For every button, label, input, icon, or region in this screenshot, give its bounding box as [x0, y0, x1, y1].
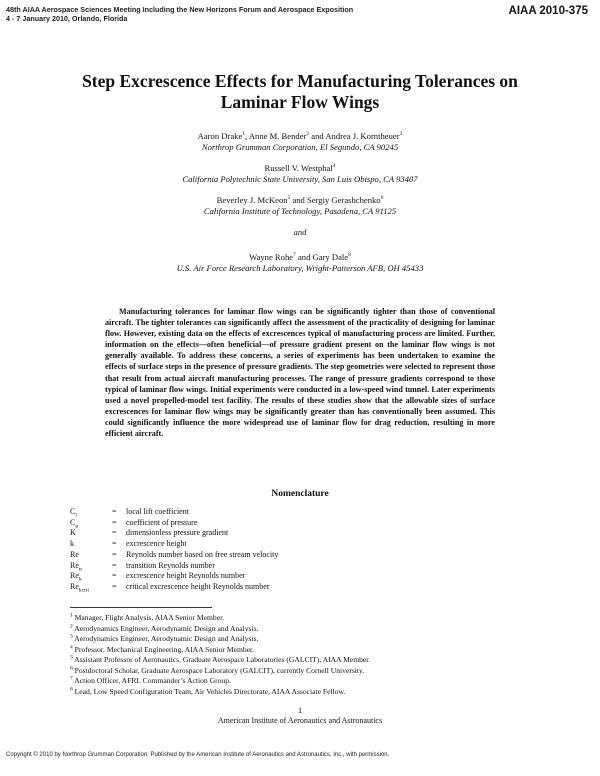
author-names: [60, 195, 540, 206]
nomenclature-row: [70, 528, 278, 539]
author-name: and Andrea J. Korntheuer: [309, 131, 400, 141]
equals-sign: =: [112, 581, 117, 591]
author-group-4: [60, 252, 540, 274]
author-name: Wayne Rohe: [249, 252, 294, 262]
definition: excrescence height: [126, 539, 187, 549]
footnote: $^2$ Aerodynamics Engineer, Aerodynamic Design and Analysis.: [70, 622, 259, 633]
footnote: $^5$ Assistant Professor of Aeronautics, Graduate Aerospace Laboratories (GALCIT), AIAA Member.: [70, 654, 371, 664]
affiliation: U.S. Air Force Research Laboratory, Wright-Patterson AFB, OH 45433: [176, 263, 424, 273]
symbol: $C_l$: [70, 507, 77, 519]
footnote: $^8$ Lead, Low Speed Configuration Team, Air Vehicles Directorate, AIAA Associate Fellow.: [70, 685, 346, 696]
footnote: $^4$ Professor, Mechanical Engineering, AIAA Senior Member.: [70, 643, 255, 654]
publisher-name: American Institute of Aeronautics and Astronautics: [217, 716, 383, 725]
footnote: $^3$ Aerodynamics Engineer, Aerodynamic Design and Analysis.: [70, 633, 259, 643]
definition: Reynolds number based on free stream velocity: [126, 549, 279, 559]
conference-header: [6, 5, 353, 23]
symbol: $Re_{tr}$: [70, 560, 83, 573]
nomenclature-row: [70, 561, 278, 572]
nomenclature-row: [70, 507, 278, 518]
affiliation: California Institute of Technology, Pasadena, CA 91125: [203, 206, 397, 216]
author-group-2: [60, 163, 540, 185]
symbol: $Re_k$: [70, 571, 82, 583]
conference-date-location: 4 - 7 January 2010, Orlando, Florida: [6, 14, 128, 23]
symbol: $C_p$: [70, 517, 79, 530]
footnotes: [70, 613, 540, 697]
footnote-marker: 6: [380, 195, 384, 202]
author-names: [60, 163, 540, 174]
symbol: Re: [70, 549, 79, 559]
author-group-3: [60, 195, 540, 217]
equals-sign: =: [112, 549, 117, 559]
nomenclature-row: [70, 539, 278, 550]
definition: excrescence height Reynolds number: [126, 571, 246, 581]
equals-sign: =: [112, 539, 117, 549]
abstract: Manufacturing tolerances for laminar flow wings can be significantly tighter than those of conventional aircraft. The tighter tolerances can significantly affect the assessment of the practicality of designing for laminar flow. However, existing data on the effects of excrescences typical of manufacturing process are limited. Further, information on the effects—often beneficial—of pressure gradient present on the laminar flow wings is not generally available. To address these concerns, a series of experiments has been undertaken to examine the effects of surface steps in the presence of pressure gradients. The step geometries were selected to represent those that result from actual aircraft manufacturing processes. The range of pressure gradients correspond to those typical of laminar flow wings. Initial experiments were conducted in a low-speed wind tunnel. Later experiments used a novel propelled-model test facility. The results of these studies show that the allowable sizes of surface excrescences for laminar flow wings may be significantly greater than has conventionally been assumed. This could significantly influence the more widespread use of laminar flow for drag reduction, resulting in more efficient aircraft.: [105, 307, 495, 439]
paper-id: AIAA 2010-375: [508, 5, 588, 17]
nomenclature-list: [70, 507, 278, 593]
definition: critical excrescence height Reynolds number: [126, 581, 270, 591]
definition: local lift coefficient: [126, 507, 189, 516]
paper-title-line-1: Step Excrescence Effects for Manufacturing Tolerances on: [82, 71, 518, 91]
equals-sign: =: [112, 517, 117, 527]
author-name: , Anne M. Bender: [245, 131, 307, 141]
definition: dimensionless pressure gradient: [126, 528, 229, 538]
conference-name: 48th AIAA Aerospace Sciences Meeting Including the New Horizons Forum and Aerospace Exposition: [6, 5, 354, 14]
footnote-marker: 3: [399, 131, 403, 138]
nomenclature-row: [70, 571, 278, 582]
footnote-marker: 5: [287, 195, 291, 202]
author-names: [60, 252, 540, 263]
nomenclature-heading: Nomenclature: [271, 489, 329, 499]
author-conjunction: and: [293, 227, 307, 237]
footnote-marker: 1: [242, 131, 246, 138]
footnote: $^1$ Manager, Flight Analysis, AIAA Senior Member.: [70, 612, 225, 622]
page-number: 1: [298, 706, 302, 715]
symbol: k: [70, 539, 74, 549]
definition: coefficient of pressure: [126, 517, 198, 527]
copyright-notice: Copyright © 2010 by Northrop Grumman Corporation. Published by the American Institute of Aeronautics and Astronautics, Inc., with permission.: [6, 752, 390, 758]
author-group-1: [60, 131, 540, 153]
footnote-marker: 4: [332, 163, 336, 170]
author-name: Beverley J. McKeon: [216, 195, 288, 205]
author-names: [60, 131, 540, 142]
footnote-marker: 7: [293, 252, 296, 259]
symbol: $Re_{kcrit}$: [70, 581, 89, 594]
page-footer: [0, 706, 600, 726]
definition: transition Reynolds number: [126, 560, 215, 570]
footnote-divider: [70, 607, 212, 608]
symbol: K: [70, 528, 76, 538]
footnote-marker: 8: [348, 252, 351, 259]
nomenclature-row: [70, 518, 278, 529]
affiliation: California Polytechnic State University, San Luis Obispo, CA 93407: [182, 174, 418, 184]
affiliation: Northrop Grumman Corporation, El Segundo, CA 90245: [201, 142, 399, 152]
author-name: and Gary Dale: [295, 252, 349, 262]
equals-sign: =: [112, 507, 117, 516]
author-name: Aaron Drake: [197, 131, 243, 141]
footnote: $^6$ Postdoctoral Scholar, Graduate Aerospace Laboratory (GALCIT), currently Cornell University.: [70, 664, 365, 675]
author-name: and Sergiy Gerashchenko: [290, 195, 381, 205]
nomenclature-row: [70, 582, 278, 593]
footnote-marker: 2: [306, 131, 310, 138]
footnote: $^7$ Action Officer, AFRL Commander’s Action Group.: [70, 675, 231, 685]
nomenclature-row: [70, 550, 278, 561]
equals-sign: =: [112, 571, 117, 581]
paper-title-line-2: Laminar Flow Wings: [220, 92, 380, 112]
author-name: Russell V. Westphal: [264, 163, 333, 173]
equals-sign: =: [112, 528, 117, 538]
author-block: [60, 131, 540, 284]
paper-title: [60, 71, 540, 113]
equals-sign: =: [112, 560, 117, 570]
